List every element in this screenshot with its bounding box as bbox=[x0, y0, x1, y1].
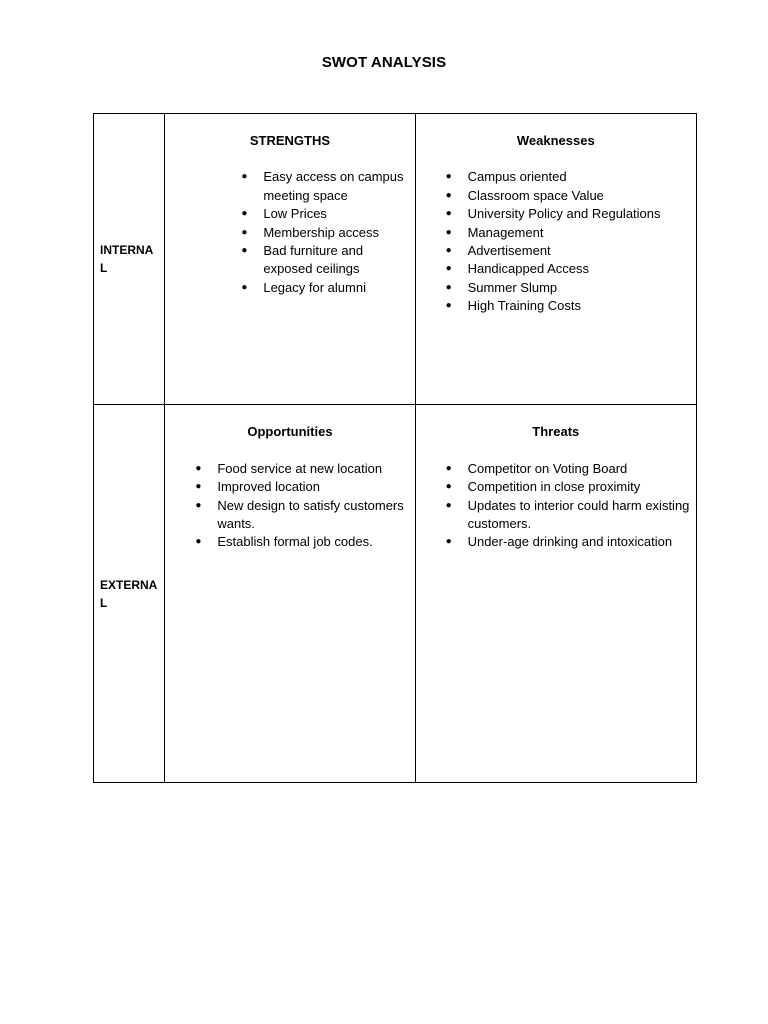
list-item: ● Campus oriented bbox=[446, 168, 690, 186]
list-item: ● Updates to interior could harm existing customers. bbox=[446, 497, 690, 534]
list-item: ● Legacy for alumni bbox=[241, 279, 406, 297]
swot-table bbox=[93, 113, 697, 783]
opportunities-list bbox=[195, 460, 404, 552]
list-item: ● Food service at new location bbox=[195, 460, 404, 478]
list-item: ● Under-age drinking and intoxication bbox=[446, 533, 690, 551]
external-label: EXTERNAL bbox=[100, 577, 158, 610]
internal-label-cell bbox=[94, 114, 165, 405]
list-item: ● Management bbox=[446, 224, 690, 242]
list-item: ● Summer Slump bbox=[446, 279, 690, 297]
list-item: ● Handicapped Access bbox=[446, 260, 690, 278]
list-item: ● Competition in close proximity bbox=[446, 478, 690, 496]
list-item: ● New design to satisfy customers wants. bbox=[195, 497, 404, 534]
list-item: ● High Training Costs bbox=[446, 297, 690, 315]
external-label-cell bbox=[94, 405, 165, 783]
list-item: ● University Policy and Regulations bbox=[446, 205, 690, 223]
threats-heading: Threats bbox=[532, 424, 580, 440]
weaknesses-heading: Weaknesses bbox=[516, 133, 595, 148]
strengths-heading: STRENGTHS bbox=[249, 133, 331, 148]
external-row bbox=[94, 405, 697, 783]
list-item: ● Competitor on Voting Board bbox=[446, 460, 690, 478]
list-item: ● Classroom space Value bbox=[446, 187, 690, 205]
internal-label: INTERNAL bbox=[100, 243, 154, 276]
weaknesses-cell bbox=[415, 114, 696, 405]
list-item: ● Easy access on campus meeting space bbox=[241, 168, 406, 205]
internal-row bbox=[94, 114, 697, 405]
threats-list bbox=[446, 460, 690, 552]
list-item: ● Advertisement bbox=[446, 242, 690, 260]
weaknesses-list bbox=[446, 168, 690, 315]
strengths-cell bbox=[165, 114, 415, 405]
opportunities-cell bbox=[165, 405, 415, 783]
strengths-list bbox=[241, 168, 406, 297]
list-item: ● Establish formal job codes. bbox=[195, 533, 404, 551]
list-item: ● Membership access bbox=[241, 224, 406, 242]
list-item: ● Low Prices bbox=[241, 205, 406, 223]
opportunities-heading: Opportunities bbox=[247, 424, 333, 440]
page-title: SWOT ANALYSIS bbox=[321, 54, 447, 71]
threats-cell bbox=[415, 405, 696, 783]
list-item: ● Improved location bbox=[195, 478, 404, 496]
list-item: ● Bad furniture and exposed ceilings bbox=[241, 242, 406, 279]
